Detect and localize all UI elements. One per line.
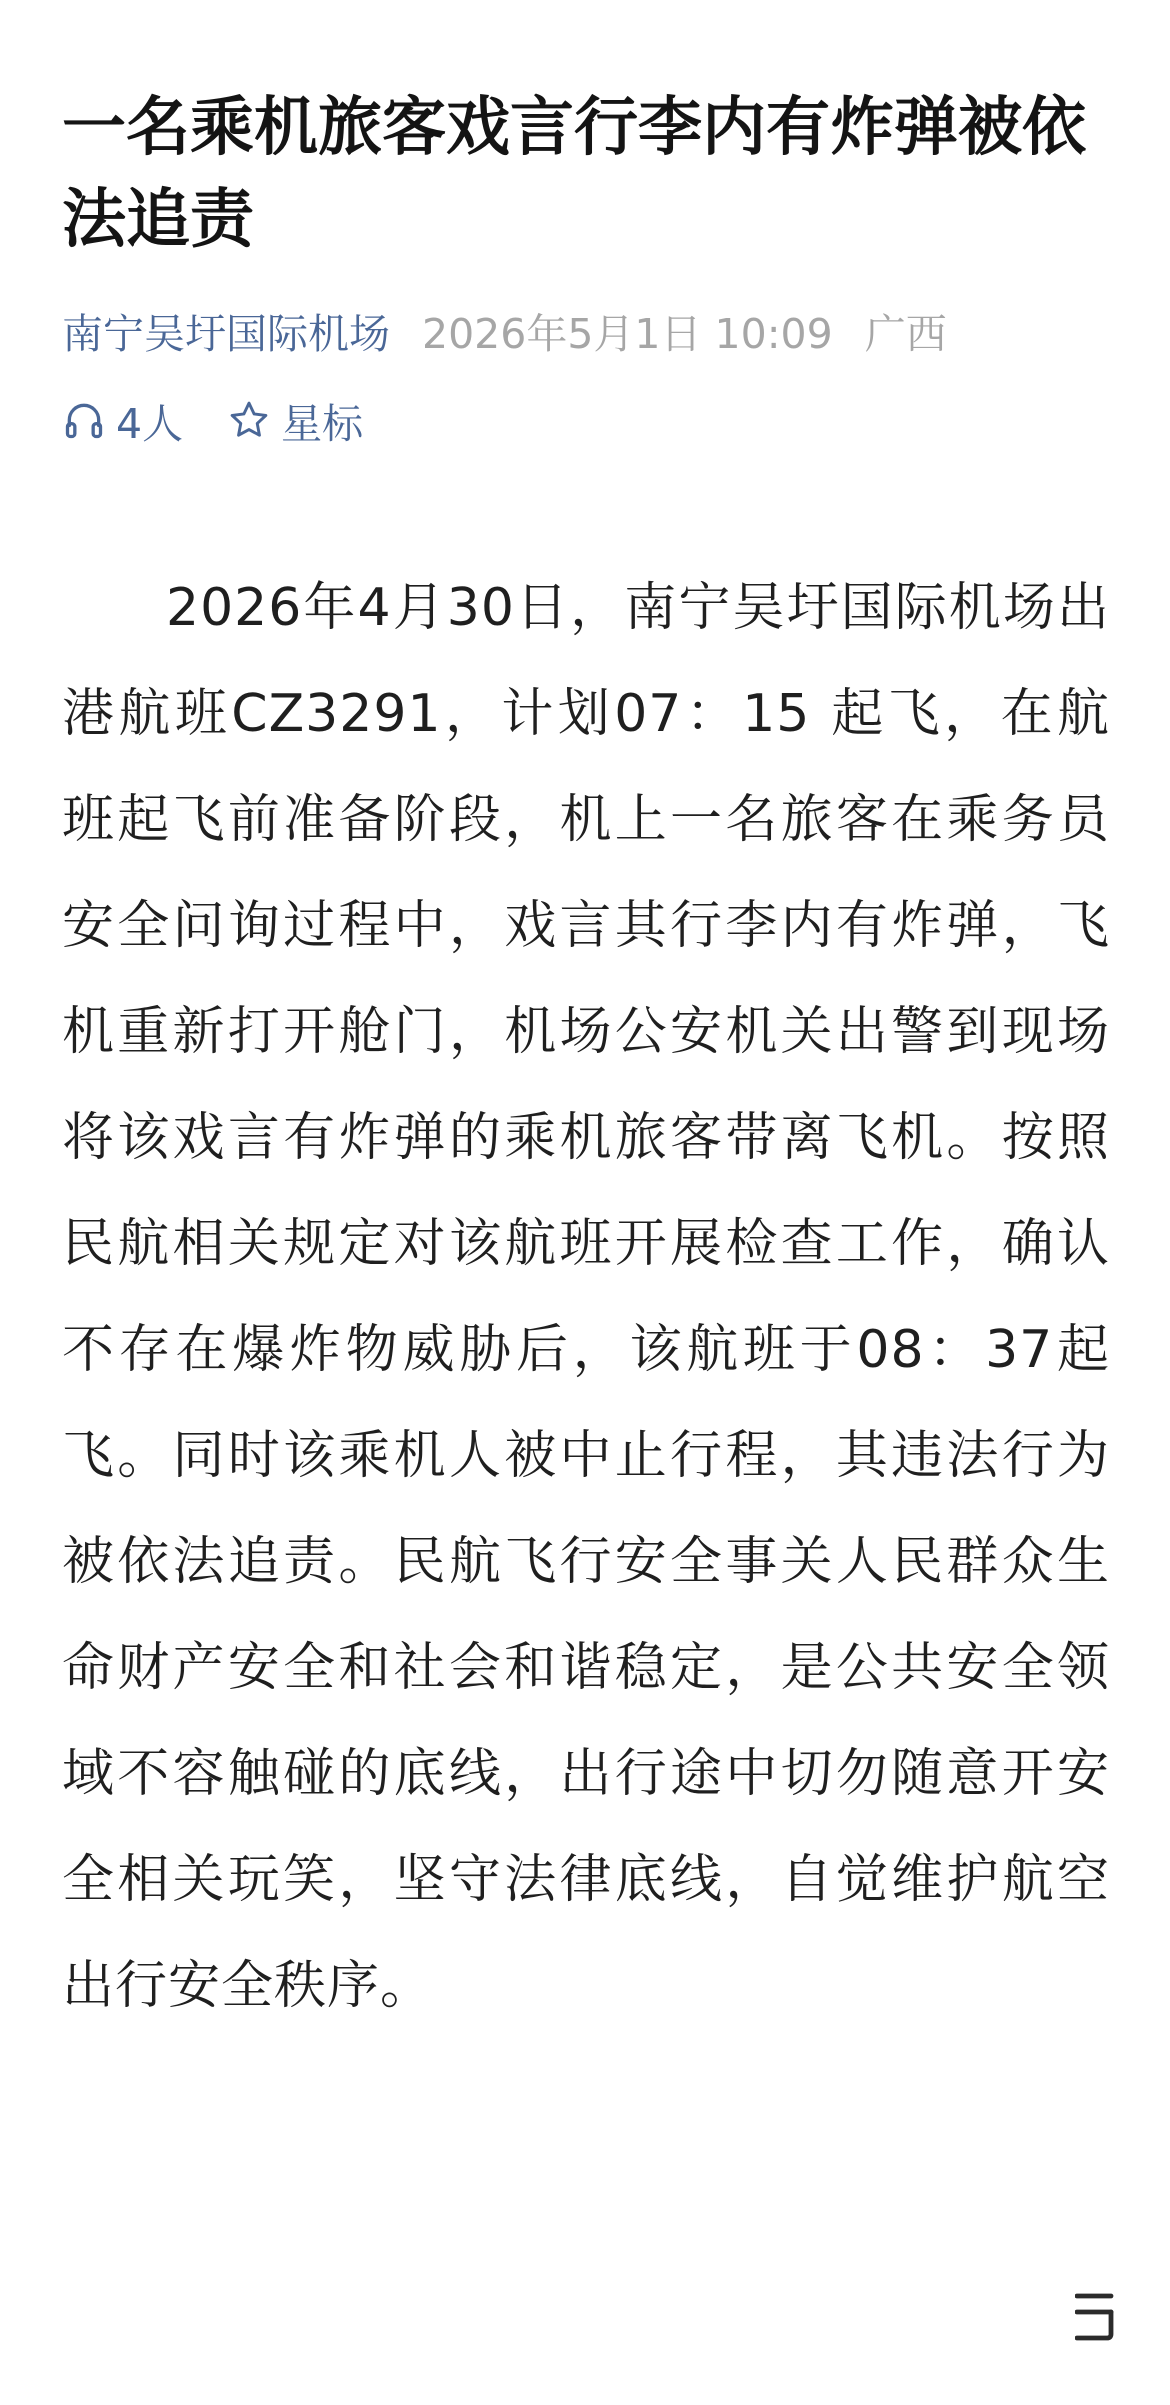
article-meta (62, 300, 947, 360)
headphones-icon (62, 398, 106, 442)
publish-location: 广西 (864, 309, 947, 358)
star-outline-icon (227, 398, 271, 442)
article-title: 一名乘机旅客戏言行李内有炸弹被依法追责 (62, 91, 1086, 257)
star-label: 星标 (281, 399, 364, 448)
listener-count: 4人 (116, 399, 184, 448)
listen-button[interactable] (62, 391, 183, 450)
star-button[interactable] (227, 391, 363, 450)
source-account-link[interactable]: 南宁吴圩国际机场 (62, 309, 390, 358)
menu-lines-icon (1075, 2290, 1115, 2344)
floating-menu-button[interactable] (1075, 2290, 1115, 2344)
article-actions (62, 390, 363, 450)
article-body: 2026年4月30日，南宁吴圩国际机场出港航班CZ3291，计划07：15 起飞，在航班起飞前准备阶段，机上一名旅客在乘务员安全问询过程中，戏言其行李内有炸弹，飞机重新打开舱门，机场公安机关出警到现场将该戏言有炸弹的乘机旅客带离飞机。按照民航相关规定对该航班开展检查工作，确认不存在爆炸物威胁后，该航班于08：37起飞。同时该乘机人被中止行程，其违法行为被依法追责。民航飞行安全事关人民群众生命财产安全和社会和谐稳定，是公共安全领域不容触碰的底线，出行途中切勿随意开安全相关玩笑，坚守法律底线，自觉维护航空出行安全秩序。 (62, 578, 1110, 2016)
publish-datetime: 2026年5月1日 10:09 (422, 309, 833, 358)
